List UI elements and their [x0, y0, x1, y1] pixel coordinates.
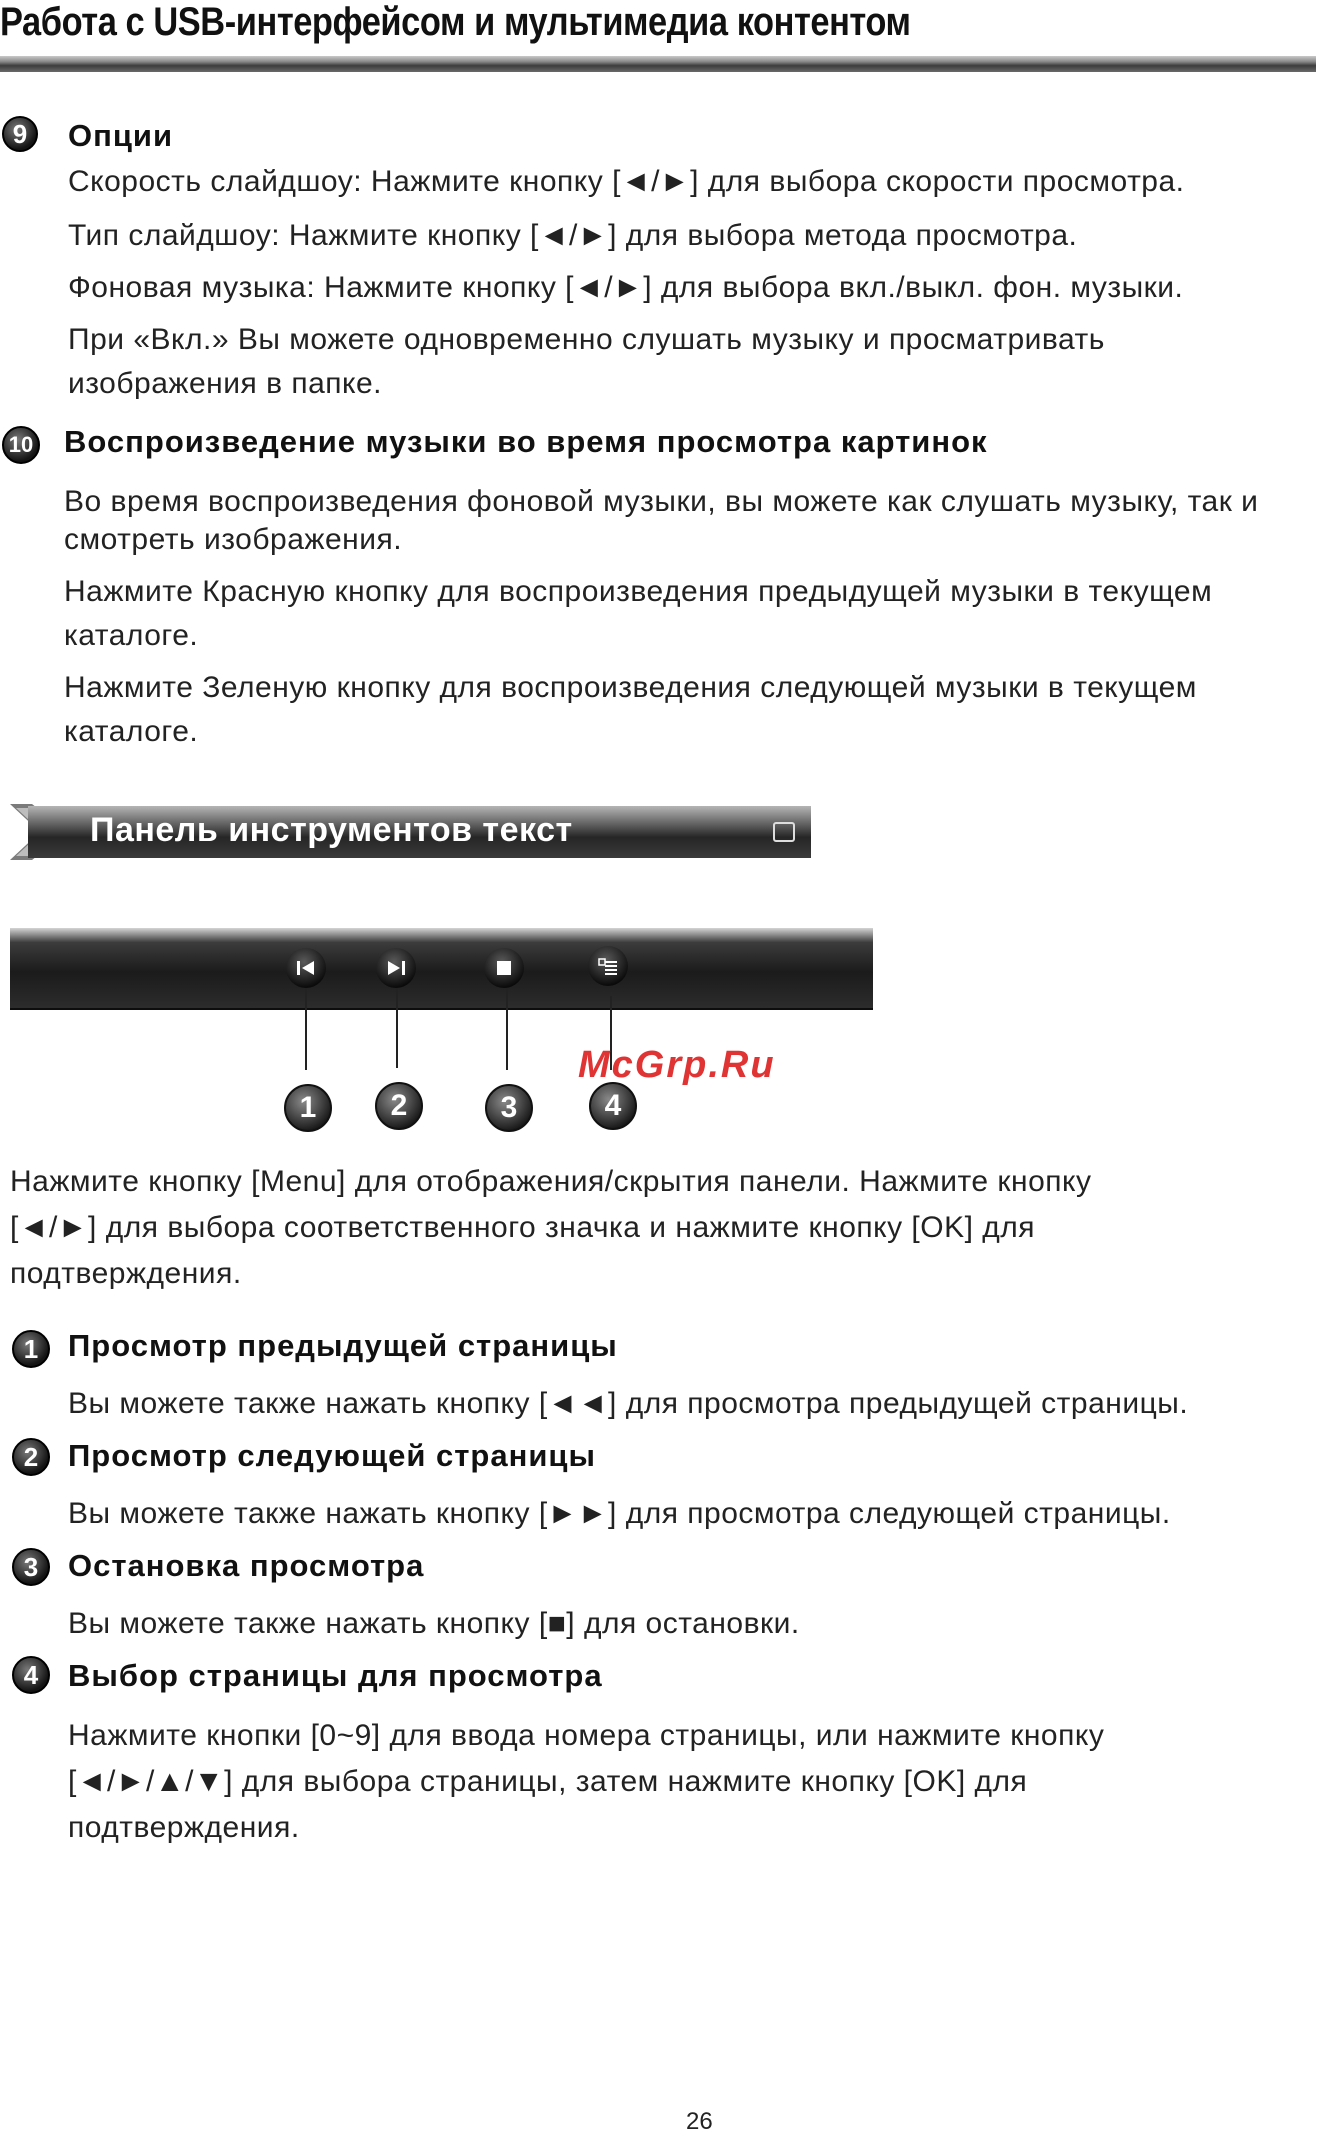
callout-line-1 [305, 988, 307, 1070]
watermark: McGrp.Ru [578, 1044, 776, 1086]
callout-line-3 [506, 988, 508, 1070]
instructions-line-2: [◄/►] для выбора соответственного значка и нажмите кнопку [OK] для [10, 1211, 1036, 1244]
instructions-line-3: подтверждения. [10, 1257, 242, 1290]
item-4-line-1: Нажмите кнопки [0~9] для ввода номера страницы, или нажмите кнопку [68, 1719, 1105, 1752]
item-4-line-3: подтверждения. [68, 1811, 300, 1844]
instructions-line-1: Нажмите кнопку [Menu] для отображения/скрытия панели. Нажмите кнопку [10, 1165, 1092, 1198]
skip-previous-icon[interactable] [286, 948, 326, 988]
section-10-line-6: каталоге. [64, 715, 199, 748]
item-1-number-badge: 1 [12, 1330, 50, 1368]
item-1-title: Просмотр предыдущей страницы [68, 1328, 618, 1363]
page-number: 26 [686, 2108, 713, 2135]
item-3-title: Остановка просмотра [68, 1548, 425, 1583]
banner-square-icon [773, 822, 795, 842]
skip-next-icon[interactable] [376, 948, 416, 988]
section-9-line-2: Тип слайдшоу: Нажмите кнопку [◄/►] для выбора метода просмотра. [68, 219, 1078, 252]
section-10-line-1: Во время воспроизведения фоновой музыки, вы можете как слушать музыку, так и [64, 485, 1259, 518]
item-4-title: Выбор страницы для просмотра [68, 1658, 603, 1693]
section-10-line-4: каталоге. [64, 619, 199, 652]
section-10-title: Воспроизведение музыки во время просмотра картинок [64, 424, 988, 459]
toolbar-text-banner [28, 806, 811, 858]
item-4-line-2: [◄/►/▲/▼] для выбора страницы, затем нажмите кнопку [OK] для [68, 1765, 1028, 1798]
section-10-line-3: Нажмите Красную кнопку для воспроизведения предыдущей музыки в текущем [64, 575, 1213, 608]
page-header-title: Работа с USB-интерфейсом и мультимедиа контентом [0, 0, 911, 44]
callout-2: 2 [375, 1082, 423, 1130]
header-divider-bar [0, 56, 1316, 72]
callout-3: 3 [485, 1084, 533, 1132]
section-9-line-5: изображения в папке. [68, 367, 382, 400]
item-2-line-1: Вы можете также нажать кнопку [►►] для просмотра следующей страницы. [68, 1497, 1171, 1530]
stop-icon[interactable] [484, 948, 524, 988]
item-3-number-badge: 3 [12, 1548, 50, 1586]
callout-4: 4 [589, 1082, 637, 1130]
item-1-line-1: Вы можете также нажать кнопку [◄◄] для просмотра предыдущей страницы. [68, 1387, 1189, 1420]
section-9-line-4: При «Вкл.» Вы можете одновременно слушать музыку и просматривать [68, 323, 1105, 356]
item-2-title: Просмотр следующей страницы [68, 1438, 596, 1473]
page-list-icon[interactable] [588, 946, 628, 986]
section-9-line-1: Скорость слайдшоу: Нажмите кнопку [◄/►] для выбора скорости просмотра. [68, 165, 1185, 198]
section-10-number-badge: 10 [2, 426, 40, 464]
callout-1: 1 [284, 1084, 332, 1132]
section-9-number-badge: 9 [2, 116, 38, 152]
item-2-number-badge: 2 [12, 1438, 50, 1476]
section-10-line-2: смотреть изображения. [64, 523, 403, 556]
banner-title: Панель инструментов текст [90, 811, 573, 849]
section-10-line-5: Нажмите Зеленую кнопку для воспроизведения следующей музыки в текущем [64, 671, 1197, 704]
section-9-title: Опции [68, 118, 174, 153]
text-toolbar [10, 928, 873, 1010]
item-3-line-1: Вы можете также нажать кнопку [■] для остановки. [68, 1607, 800, 1640]
callout-line-2 [396, 988, 398, 1068]
item-4-number-badge: 4 [12, 1656, 50, 1694]
section-9-line-3: Фоновая музыка: Нажмите кнопку [◄/►] для выбора вкл./выкл. фон. музыки. [68, 271, 1184, 304]
